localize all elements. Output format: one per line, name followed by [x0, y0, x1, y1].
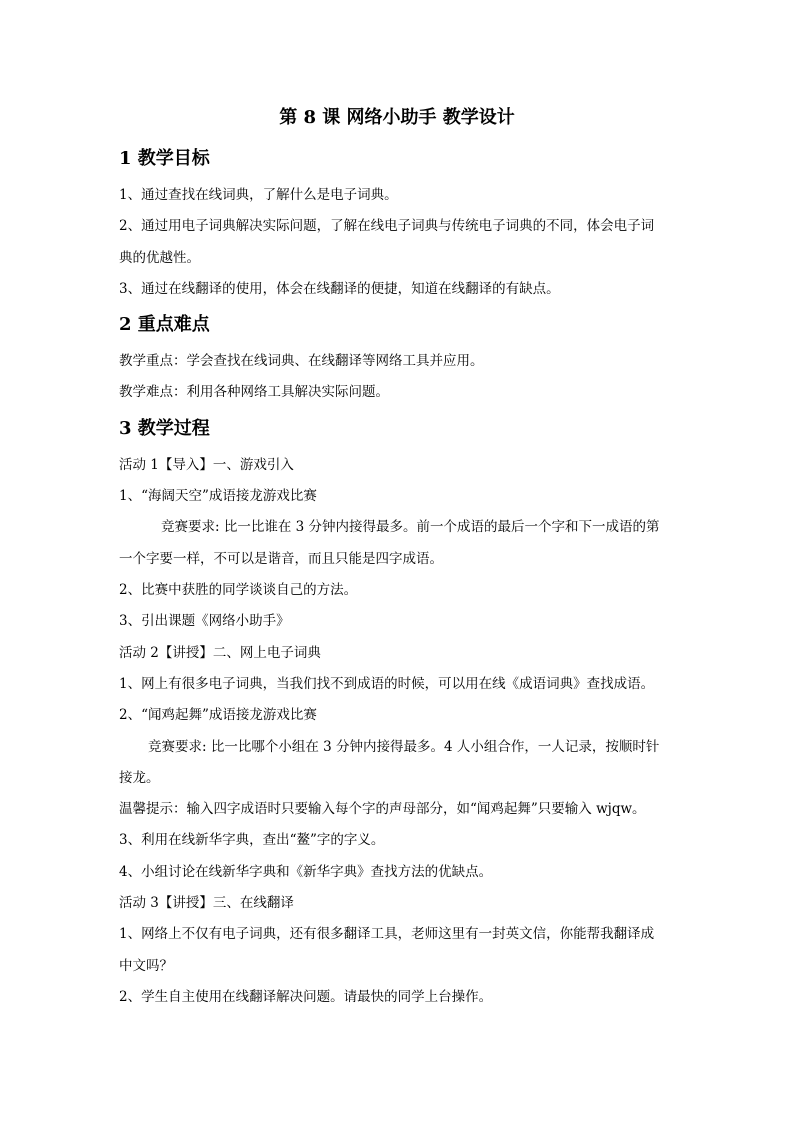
paragraph-line: 接龙。: [119, 770, 160, 786]
paragraph-line: 1、网络上不仅有电子词典，还有很多翻译工具，老师这里有一封英文信，你能帮我翻译成: [119, 926, 655, 942]
paragraph-line: 2、“闻鸡起舞”成语接龙游戏比赛: [119, 707, 317, 723]
section-heading-process: 3 教学过程: [119, 418, 210, 439]
paragraph-line: 2、学生自主使用在线翻译解决问题。请最快的同学上台操作。: [119, 989, 493, 1005]
paragraph-line: 竞赛要求: 比一比哪个小组在 3 分钟内接得最多。4 人小组合作，一人记录，按顺时针: [148, 739, 660, 755]
document-title: 第 8 课 网络小助手 教学设计: [279, 107, 515, 128]
paragraph-line: 1、网上有很多电子词典，当我们找不到成语的时候，可以用在线《成语词典》查找成语。: [119, 676, 655, 692]
activity-heading: 活动 1【导入】一、游戏引入: [119, 457, 294, 473]
paragraph-line: 教学重点：学会查找在线词典、在线翻译等网络工具并应用。: [119, 353, 484, 369]
paragraph-line: 竞赛要求: 比一比谁在 3 分钟内接得最多。前一个成语的最后一个字和下一成语的第: [161, 519, 660, 535]
paragraph-line: 3、引出课题《网络小助手》: [119, 613, 290, 629]
paragraph-line: 4、小组讨论在线新华字典和《新华字典》查找方法的优缺点。: [119, 864, 493, 880]
paragraph-line: 3、通过在线翻译的使用，体会在线翻译的便捷，知道在线翻译的有缺点。: [119, 281, 560, 297]
section-heading-key-points: 2 重点难点: [119, 314, 210, 335]
section-heading-objectives: 1 教学目标: [119, 148, 210, 169]
paragraph-line: 温馨提示：输入四字成语时只要输入每个字的声母部分，如“闻鸡起舞”只要输入 wjqw。: [119, 801, 646, 817]
paragraph-line: 中文吗？: [119, 958, 173, 974]
paragraph-line: 典的优越性。: [119, 250, 200, 266]
paragraph-line: 2、通过用电子词典解决实际问题，了解在线电子词典与传统电子词典的不同，体会电子词: [119, 218, 655, 234]
paragraph-line: 3、利用在线新华字典，查出“鳌”字的字义。: [119, 832, 385, 848]
activity-heading: 活动 3【讲授】三、在线翻译: [119, 895, 294, 911]
paragraph-line: 一个字要一样，不可以是谐音，而且只能是四字成语。: [119, 551, 443, 567]
activity-heading: 活动 2【讲授】二、网上电子词典: [119, 645, 321, 661]
paragraph-line: 1、“海阔天空”成语接龙游戏比赛: [119, 488, 317, 504]
paragraph-line: 教学难点：利用各种网络工具解决实际问题。: [119, 384, 389, 400]
paragraph-line: 1、通过查找在线词典，了解什么是电子词典。: [119, 187, 398, 203]
paragraph-line: 2、比赛中获胜的同学谈谈自己的方法。: [119, 582, 358, 598]
